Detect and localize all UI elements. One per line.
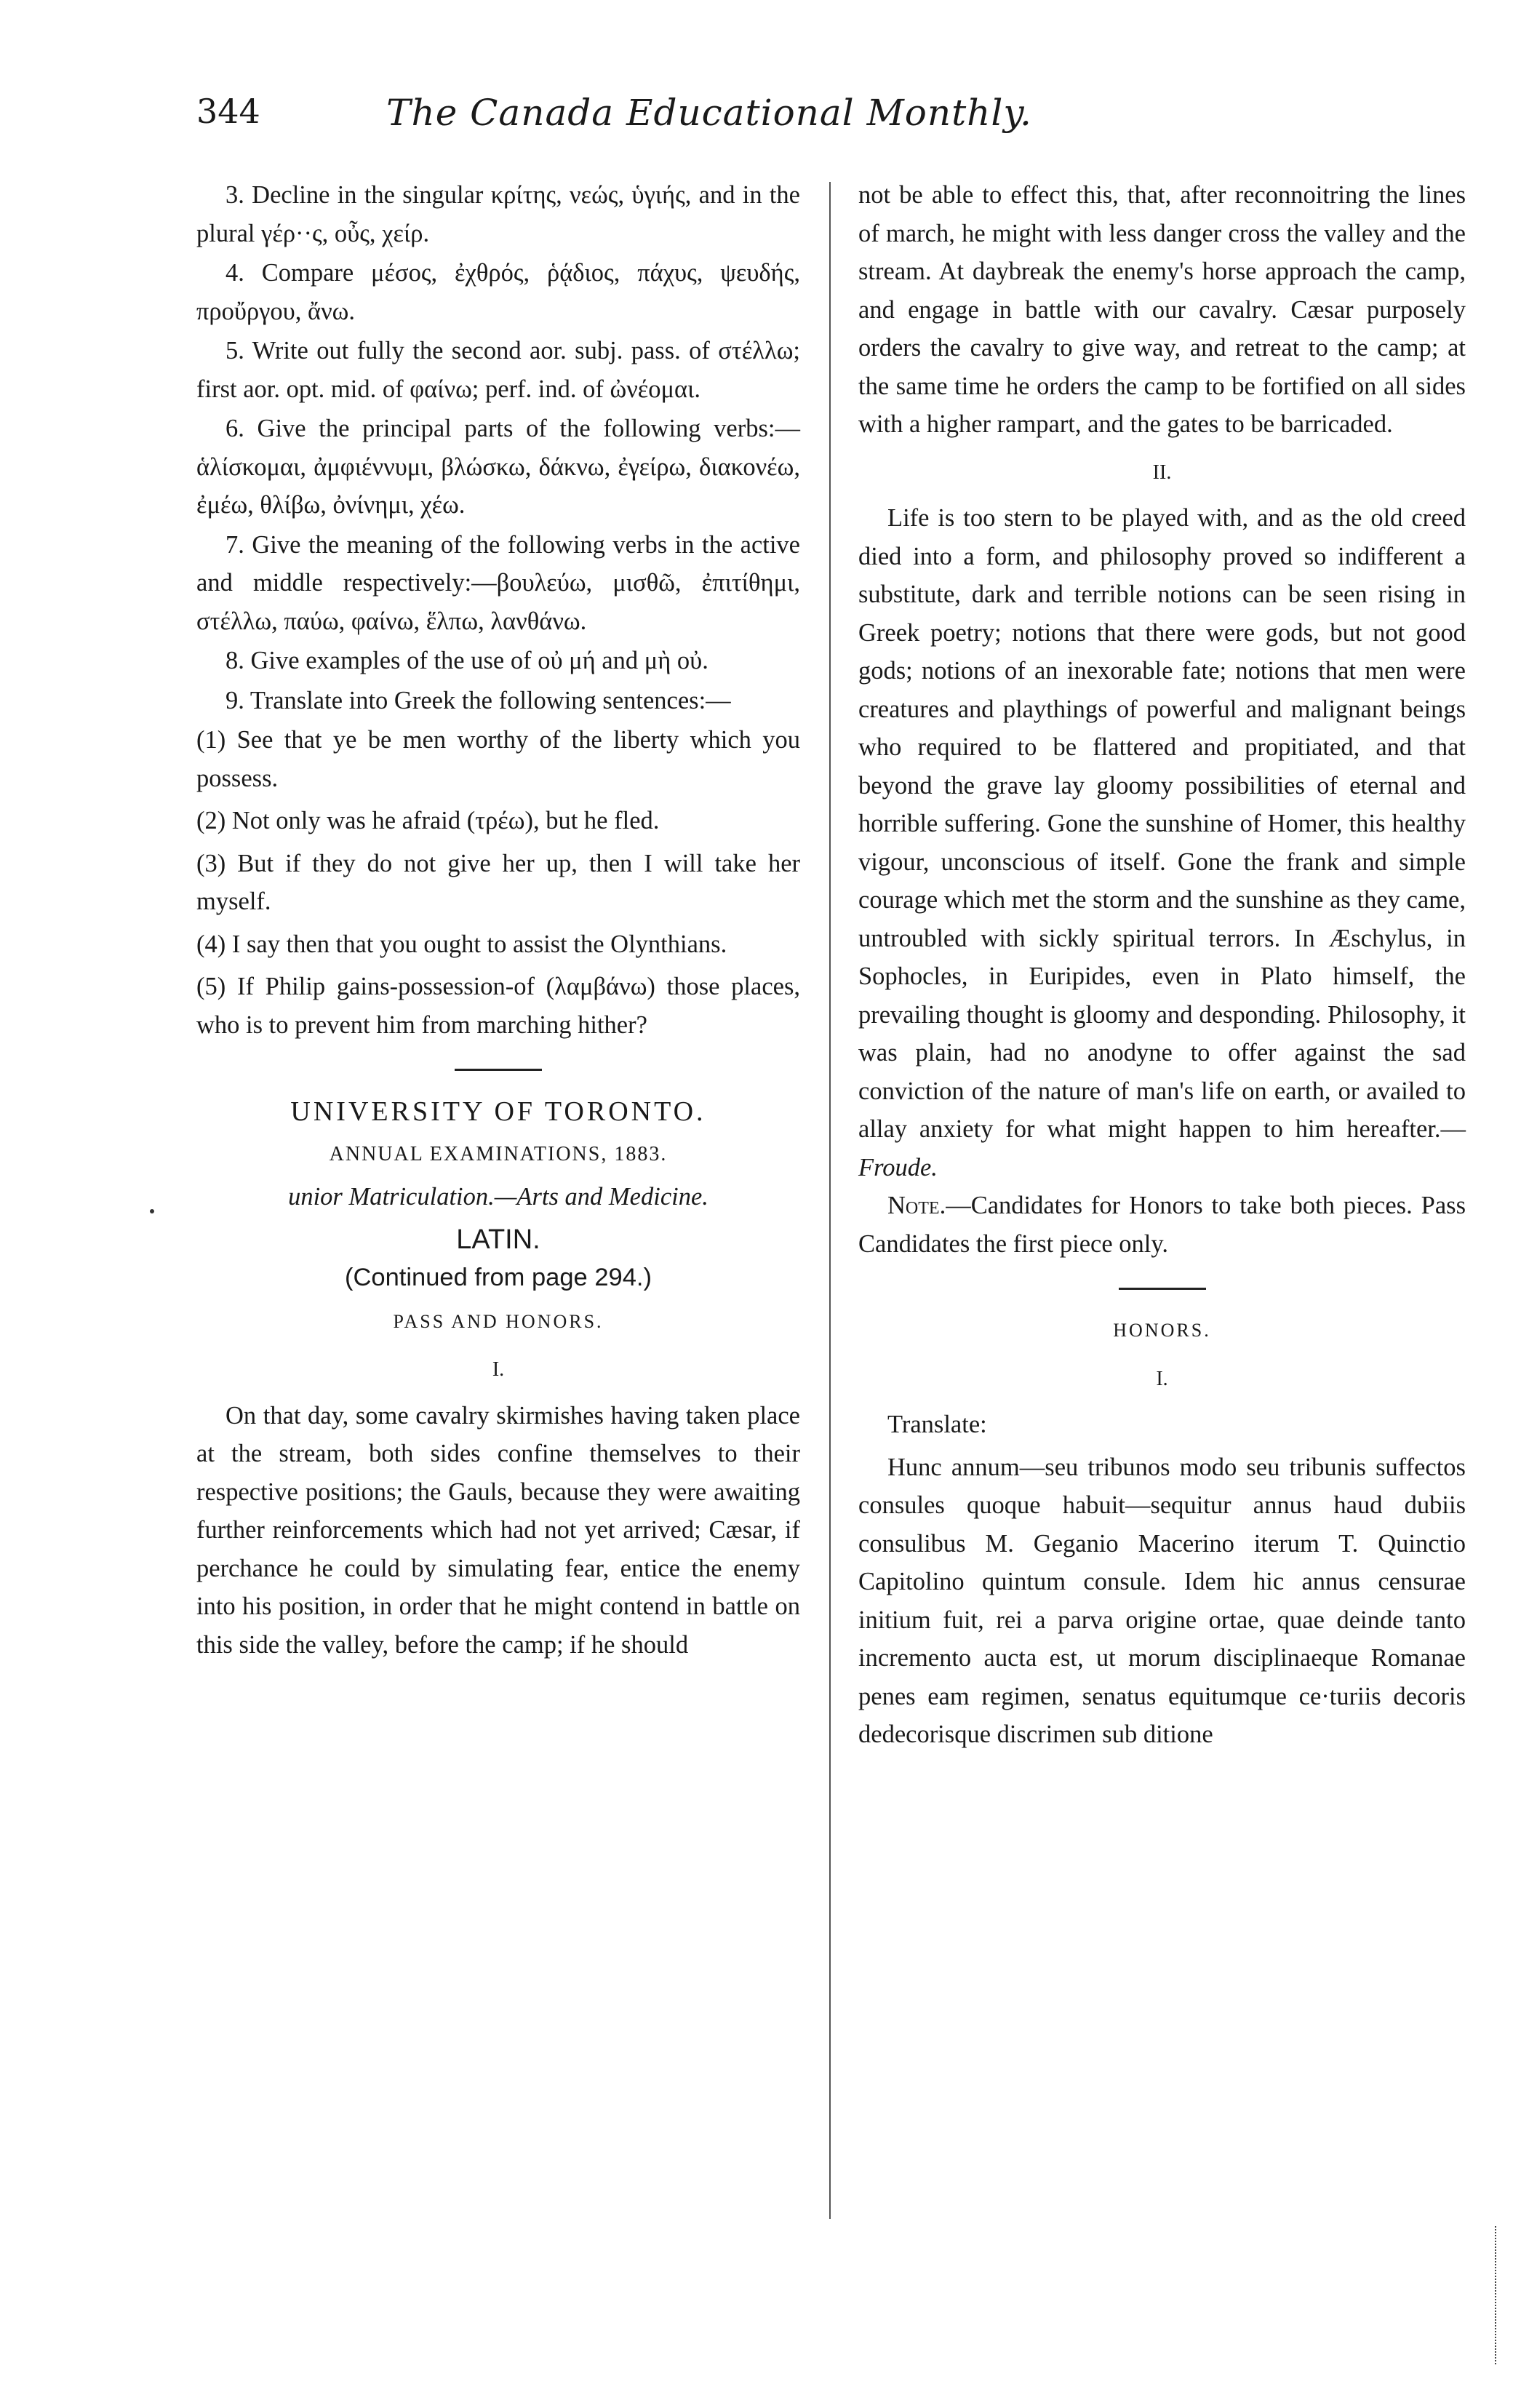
translate-label: Translate: xyxy=(887,1411,987,1438)
sentence-4: (4) I say then that you ought to assist the Olynthians. xyxy=(196,930,727,958)
pass-and-honors: PASS AND HONORS. xyxy=(393,1310,604,1332)
passage-1-continued: not be able to effect this, that, after reconnoitring the lines of march, he might with less danger cross the valley and the stream. At daybreak the enemy's horse approach the camp, and engage in battle with our cavalry. Cæsar purposely orders the cavalry to give way, and retreat to the camp; at the same time he orders the camp to be fortified on all sides with a higher rampart, and the gates to be barricaded. xyxy=(858,181,1466,438)
question-9: 9. Translate into Greek the following sentences:— xyxy=(225,686,731,714)
subject-heading: LATIN. xyxy=(456,1224,540,1255)
passage-2-text: Life is too stern to be played with, and as the old creed died into a form, and philosophy proved so indifferent a substitute, dark and terrible notions can be seen rising in Greek poetry; notions that there were gods, but not good gods; notions of an inexorable fate; notions that men were creatures and playthings of powerful and malignant beings who required to be flattered and propitiated, and that beyond the grave lay gloomy possibilities of eternal and horrible suffering. Gone the sunshine of Homer, this healthy vigour, unconscious of itself. Gone the frank and simple courage which met the storm and the sunshine as they came, untroubled with sickly spiritual terrors. In Æschylus, in Sophocles, in Euripides, even in Plato himself, the prevailing thought is gloomy and desponding. Philosophy, it was plain, had no anodyne to offer against the sad conviction of the nature of man's life on earth, or availed to allay anxiety for what might happen to him hereafter.— xyxy=(858,504,1466,1143)
question-8: 8. Give examples of the use of οὐ μή and μὴ οὐ. xyxy=(225,647,708,674)
matriculation-line: unior Matriculation.—Arts and Medicine. xyxy=(288,1183,708,1211)
note xyxy=(858,1187,1466,1263)
question-4: 4. Compare μέσος, ἐχθρός, ῥᾴδιος, πάχυς, ψευδής, προὔργου, ἄνω. xyxy=(196,259,800,325)
honors-heading: HONORS. xyxy=(1113,1320,1211,1341)
passage-2-author: Froude. xyxy=(858,1153,938,1181)
question-6: 6. Give the principal parts of the following verbs:—ἁλίσκομαι, ἀμφιέννυμι, βλώσκω, δάκνω, ἐγείρω, διακονέω, ἐμέω, θλίβω, ὀνίνημι, χέω. xyxy=(196,415,800,519)
honors-passage-1: Hunc annum—seu tribunos modo seu tribunis suffectos consules quoque habuit—sequitur annus haud dubiis consulibus M. Geganio Macerino iterum T. Quinctio Capitolino quintum consule. Idem hic annus censurae initium fuit, rei a parva origine ortae, quae deinde tanto incremento aucta est, ut morum disciplinaeque Romanae penes eam regimen, senatus equitumque ce·turiis decoris dedecorisque discrimen sub ditione xyxy=(858,1453,1466,1748)
section-rule-2 xyxy=(1119,1288,1206,1290)
annual-examinations: ANNUAL EXAMINATIONS, 1883. xyxy=(329,1142,668,1165)
continued-note: (Continued from page 294.) xyxy=(345,1264,652,1291)
question-5: 5. Write out fully the second aor. subj. pass. of στέλλω; first aor. opt. mid. of φαίνω; perf. ind. of ὠνέομαι. xyxy=(196,337,800,403)
sentence-2: (2) Not only was he afraid (τρέω), but he fled. xyxy=(196,807,660,834)
passage-numeral-2: II. xyxy=(1152,461,1172,484)
note-text: —Candidates for Honors to take both pieces. Pass Candidates the first piece only. xyxy=(858,1192,1466,1258)
note-label: Note. xyxy=(887,1192,946,1219)
running-title: The Canada Educational Monthly. xyxy=(386,92,1032,134)
page-header xyxy=(196,92,1157,143)
university-heading: UNIVERSITY OF TORONTO. xyxy=(290,1096,706,1127)
margin-mark xyxy=(150,1209,154,1213)
question-3: 3. Decline in the singular κρίτης, νεώς, ὑγιής, and in the plural γέρ··ς, οὖς, χείρ. xyxy=(196,181,800,247)
question-7: 7. Give the meaning of the following verbs in the active and middle respectively:—βουλεύω, μισθῶ, ἐπιτίθημι, στέλλω, παύω, φαίνω, ἕλπω, λανθάνω. xyxy=(196,530,800,635)
section-rule xyxy=(455,1069,542,1071)
left-column xyxy=(196,176,800,2321)
passage-1: On that day, some cavalry skirmishes having taken place at the stream, both sides confine themselves to their respective positions; the Gauls, because they were awaiting further reinforcements which had not yet arrived; Cæsar, if perchance he could by simulating fear, entice the enemy into his position, in order that he might contend in battle on this side the valley, before the camp; if he should xyxy=(196,1401,800,1659)
passage-2 xyxy=(858,499,1466,1187)
sentence-3: (3) But if they do not give her up, then I will take her myself. xyxy=(196,849,800,915)
sentence-5: (5) If Philip gains-possession-of (λαμβάνω) those places, who is to prevent him from marching hither? xyxy=(196,973,800,1039)
sentence-1: (1) See that ye be men worthy of the liberty which you possess. xyxy=(196,726,800,792)
page-number: 344 xyxy=(196,92,260,131)
margin-dotted-line xyxy=(1495,2226,1496,2364)
column-divider xyxy=(829,182,831,2219)
passage-numeral-1: I. xyxy=(492,1358,505,1381)
honors-numeral-1: I. xyxy=(1156,1367,1168,1390)
right-column xyxy=(858,176,1466,2321)
